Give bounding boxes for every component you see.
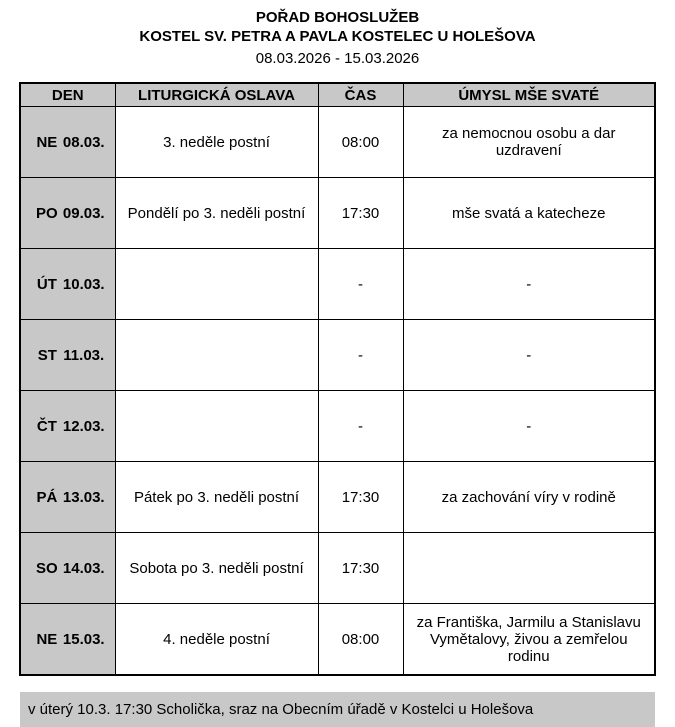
- time-cell: 17:30: [318, 178, 403, 249]
- day-abbrev: ČT: [36, 417, 57, 435]
- table-row: [20, 391, 655, 462]
- day-cell: [20, 604, 115, 676]
- time-cell: -: [318, 249, 403, 320]
- time-cell: 08:00: [318, 604, 403, 676]
- intention-cell: -: [403, 391, 655, 462]
- celebration-cell: [115, 249, 318, 320]
- celebration-cell: [115, 391, 318, 462]
- day-abbrev: ÚT: [36, 275, 57, 293]
- time-cell: 17:30: [318, 462, 403, 533]
- page-title: POŘAD BOHOSLUŽEB: [255, 9, 420, 26]
- day-date: 10.03.: [62, 275, 105, 293]
- date-range: 08.03.2026 - 15.03.2026: [255, 50, 420, 67]
- table-header-row: [20, 83, 655, 107]
- day-date: 12.03.: [62, 417, 105, 435]
- day-date: 08.03.: [62, 133, 105, 151]
- day-abbrev: SO: [36, 559, 58, 577]
- celebration-cell: Pondělí po 3. neděli postní: [115, 178, 318, 249]
- celebration-cell: 3. neděle postní: [115, 107, 318, 178]
- time-cell: 17:30: [318, 533, 403, 604]
- celebration-cell: [115, 320, 318, 391]
- column-header-intention: ÚMYSL MŠE SVATÉ: [403, 83, 655, 107]
- column-header-celebration: LITURGICKÁ OSLAVA: [115, 83, 318, 107]
- table-row: [20, 107, 655, 178]
- intention-cell: mše svatá a katecheze: [403, 178, 655, 249]
- intention-cell: za nemocnou osobu a dar uzdravení: [403, 107, 655, 178]
- day-date: 14.03.: [62, 559, 105, 577]
- intention-cell: [403, 533, 655, 604]
- day-date: 09.03.: [62, 204, 105, 222]
- column-header-day: DEN: [20, 83, 115, 107]
- day-abbrev: NE: [36, 630, 58, 648]
- intention-cell: za Františka, Jarmilu a Stanislavu Vymětalovy, živou a zemřelou rodinu: [403, 604, 655, 676]
- day-cell: [20, 249, 115, 320]
- day-cell: [20, 533, 115, 604]
- document-header: [0, 8, 675, 68]
- intention-cell: za zachování víry v rodině: [403, 462, 655, 533]
- table-row: [20, 462, 655, 533]
- time-cell: 08:00: [318, 107, 403, 178]
- day-cell: [20, 462, 115, 533]
- day-date: 15.03.: [62, 630, 105, 648]
- day-cell: [20, 107, 115, 178]
- church-name: KOSTEL SV. PETRA A PAVLA KOSTELEC U HOLEŠOVA: [139, 28, 536, 45]
- time-cell: -: [318, 391, 403, 462]
- table-row: [20, 533, 655, 604]
- column-header-time: ČAS: [318, 83, 403, 107]
- celebration-cell: Pátek po 3. neděli postní: [115, 462, 318, 533]
- day-date: 13.03.: [62, 488, 105, 506]
- day-abbrev: PO: [36, 204, 58, 222]
- table-row: [20, 604, 655, 676]
- day-cell: [20, 178, 115, 249]
- intention-cell: -: [403, 249, 655, 320]
- day-cell: [20, 320, 115, 391]
- table-row: [20, 249, 655, 320]
- celebration-cell: 4. neděle postní: [115, 604, 318, 676]
- celebration-cell: Sobota po 3. neděli postní: [115, 533, 318, 604]
- day-date: 11.03.: [63, 346, 105, 364]
- table-row: [20, 178, 655, 249]
- day-abbrev: PÁ: [36, 488, 58, 506]
- footer-note: v úterý 10.3. 17:30 Scholička, sraz na Obecním úřadě v Kostelci u Holešova: [20, 692, 655, 727]
- day-abbrev: NE: [36, 133, 58, 151]
- day-abbrev: ST: [37, 346, 57, 364]
- table-row: [20, 320, 655, 391]
- time-cell: -: [318, 320, 403, 391]
- day-cell: [20, 391, 115, 462]
- intention-cell: -: [403, 320, 655, 391]
- schedule-table: [19, 82, 656, 676]
